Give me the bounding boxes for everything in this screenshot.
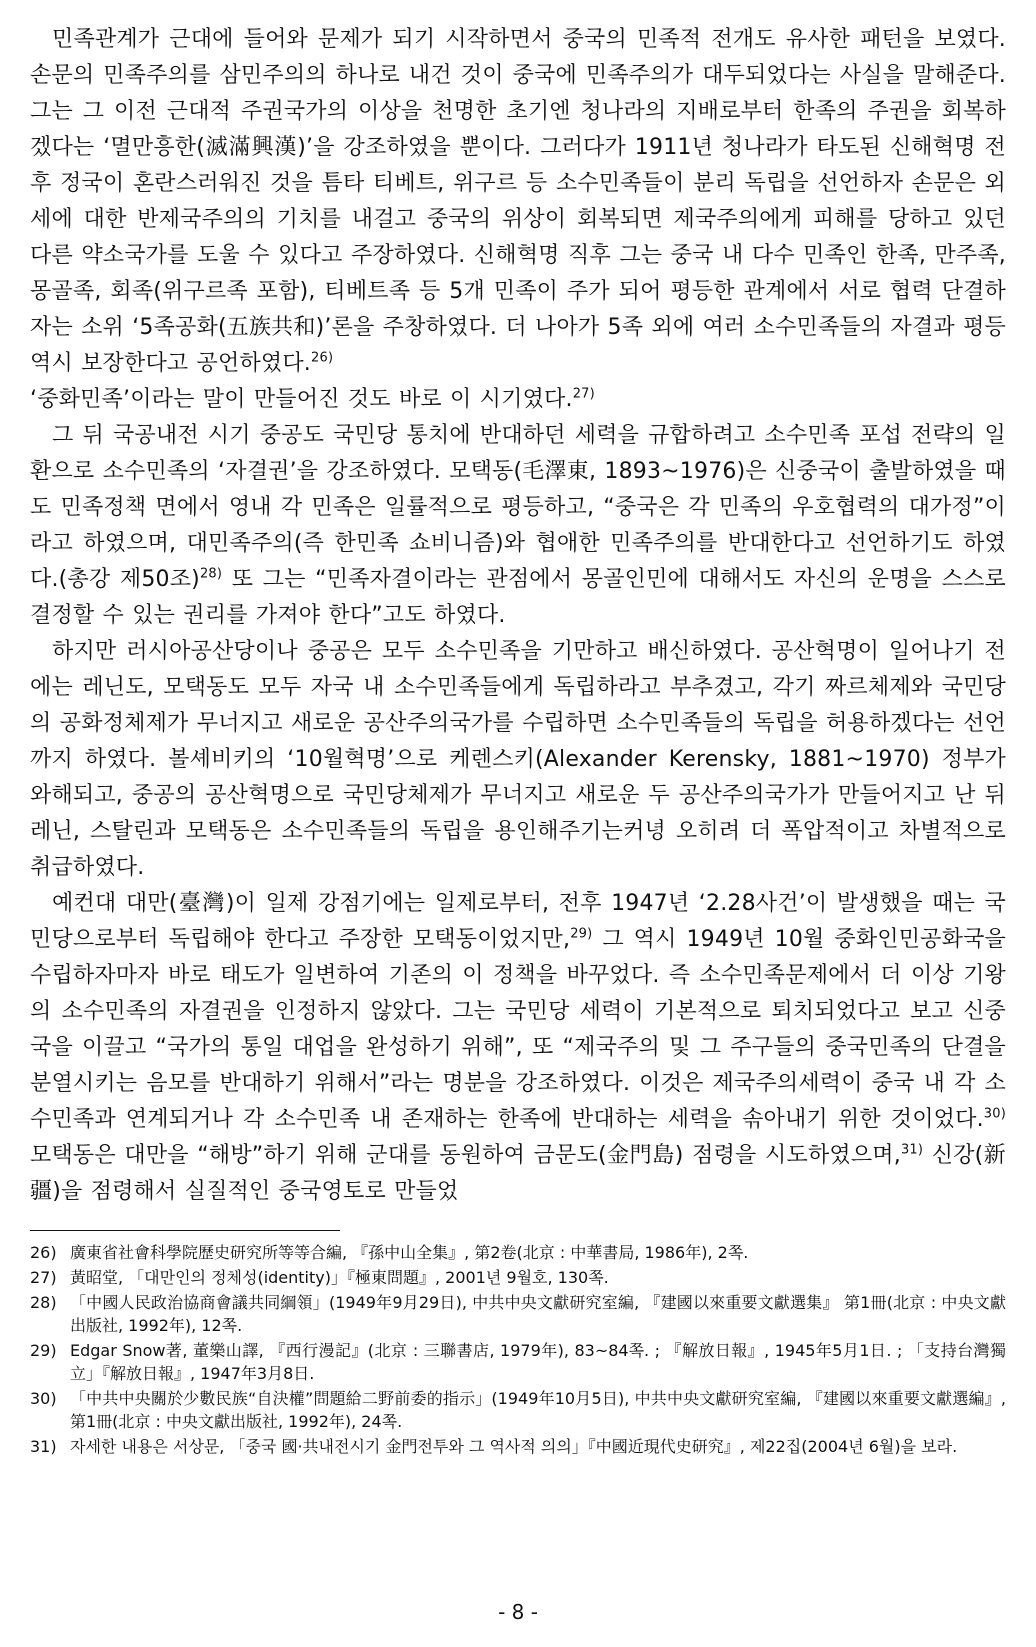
paragraph-2b-text: 또 그는 “민족자결이라는 관점에서 몽골인민에 대해서도 자신의 운명을 스스로 결정할 수 있는 권리를 가져야 한다”고도 하였다.	[30, 567, 1006, 628]
footnote-29	[30, 1339, 1006, 1385]
footnote-number: 26)	[30, 1243, 57, 1262]
footnote-number: 31)	[30, 1437, 57, 1456]
footnotes	[30, 1241, 1006, 1458]
footnote-text: 자세한 내용은 서상문, 「중국 國·共내전시기 金門전투와 그 역사적 의의」『中國近現代史研究』, 제22집(2004년 6월)을 보라.	[70, 1437, 958, 1456]
paragraph-1-text: 민족관계가 근대에 들어와 문제가 되기 시작하면서 중국의 민족적 전개도 유사한 패턴을 보였다. 손문의 민족주의를 삼민주의의 하나로 내건 것이 중국에 민족주의가 대두되었다는 사실을 말해준다. 그는 그 이전 근대적 주권국가의 이상을 천명한 초기엔 청나라의 지배로부터 한족의 주권을 회복하겠다는 ‘멸만흥한(滅滿興漢)’을 강조하였을 뿐이다. 그러다가 1911년 청나라가 타도된 신해혁명 전후 정국이 혼란스러워진 것을 틈타 티베트, 위구르 등 소수민족들이 분리 독립을 선언하자 손문은 외세에 대한 반제국주의의 기치를 내걸고 중국의 위상이 회복되면 제국주의에게 피해를 당하고 있던 다른 약소국가를 도울 수 있다고 주장하였다. 신해혁명 직후 그는 중국 내 다수 민족인 한족, 만주족, 몽골족, 회족(위구르족 포함), 티베트족 등 5개 민족이 주가 되어 평등한 관계에서 서로 협력 단결하자는 소위 ‘5족공화(五族共和)’론을 주창하였다. 더 나아가 5족 외에 여러 소수민족들의 자결과 평등 역시 보장한다고 공언하였다.	[30, 27, 1006, 376]
footnote-26	[30, 1241, 1006, 1264]
footnote-divider	[30, 1230, 340, 1231]
footnote-text: 「中國人民政治協商會議共同綱領」(1949年9月29日), 中共中央文獻研究室編, 『建國以來重要文獻選集』 第1冊(北京 : 中央文獻出版社, 1992年), 12쪽.	[70, 1293, 1006, 1335]
footnote-text: 「中共中央關於少數民族“自決權”問題給二野前委的指示」(1949年10月5日), 中共中央文獻研究室編, 『建國以來重要文獻選編』, 第1冊(北京 : 中央文獻出版社, 1992年), 24쪽.	[70, 1389, 1006, 1431]
footnote-text: 黃昭堂, 「대만인의 정체성(identity)」『極東問題』, 2001년 9월호, 130쪽.	[70, 1268, 609, 1287]
footnote-ref-30[interactable]: 30)	[983, 1106, 1006, 1122]
footnote-28	[30, 1291, 1006, 1337]
paragraph-4a-text: 예컨대 대만(臺灣)이 일제 강점기에는 일제로부터, 전후 1947년 ‘2.28사건’이 발생했을 때는 국민당으로부터 독립해야 한다고 주장한 모택동이었지만,	[30, 891, 1006, 952]
footnote-31	[30, 1435, 1006, 1458]
paragraph-4c-text: 모택동은 대만을 “해방”하기 위해 군대를 동원하여 금문도(金門島) 점령을 시도하였으며,	[30, 1143, 901, 1168]
footnote-30	[30, 1387, 1006, 1433]
page-content	[30, 22, 1006, 1460]
paragraph-2a-text: 그 뒤 국공내전 시기 중공도 국민당 통치에 반대하던 세력을 규합하려고 소수민족 포섭 전략의 일환으로 소수민족의 ‘자결권’을 강조하였다. 모택동(毛澤東, 1893~1976)은 신중국이 출발하였을 때도 민족정책 면에서 영내 각 민족은 일률적으로 평등하고, “중국은 각 민족의 우호협력의 대가정”이라고 하였으며, 대민족주의(즉 한민족 쇼비니즘)와 협애한 민족주의를 반대한다고 선언하기도 하였다.(총강 제50조)	[30, 423, 1006, 592]
paragraph-1b-text: ‘중화민족’이라는 말이 만들어진 것도 바로 이 시기였다.	[30, 387, 573, 412]
footnote-ref-29[interactable]: 29)	[570, 926, 593, 942]
paragraph-1	[30, 22, 1006, 382]
page-number: - 8 -	[498, 1600, 538, 1624]
footnote-number: 30)	[30, 1389, 57, 1408]
footnote-ref-28[interactable]: 28)	[199, 566, 223, 582]
footnote-number: 27)	[30, 1268, 57, 1287]
footnote-ref-27[interactable]: 27)	[572, 386, 595, 402]
footnote-ref-26[interactable]: 26)	[311, 350, 334, 366]
paragraph-2	[30, 418, 1006, 634]
footnote-text: Edgar Snow著, 董樂山譯, 『西行漫記』(北京 : 三聯書店, 1979年), 83~84쪽. ; 『解放日報』, 1945年5月1日. ; 「支持台灣獨立」『解放日報』, 1947年3月8日.	[70, 1341, 1006, 1383]
footnote-27	[30, 1266, 1006, 1289]
footnote-number: 29)	[30, 1341, 57, 1360]
paragraph-3-text: 하지만 러시아공산당이나 중공은 모두 소수민족을 기만하고 배신하였다. 공산혁명이 일어나기 전에는 레닌도, 모택동도 모두 자국 내 소수민족들에게 독립하라고 부추겼고, 각기 짜르체제와 국민당의 공화정체제가 무너지고 새로운 공산주의국가를 수립하면 소수민족들의 독립을 허용하겠다는 선언까지 하였다. 볼셰비키의 ‘10월혁명’으로 케렌스키(Alexander Kerensky, 1881~1970) 정부가 와해되고, 중공의 공산혁명으로 국민당체제가 무너지고 새로운 두 공산주의국가가 만들어지고 난 뒤 레닌, 스탈린과 모택동은 소수민족들의 독립을 용인해주기는커녕 오히려 더 폭압적이고 차별적으로 취급하였다.	[30, 639, 1006, 880]
footnote-number: 28)	[30, 1293, 57, 1312]
paragraph-4d-text: 신강(新疆)을 점령해서 실질적인 중국영토로 만들었	[30, 1143, 1006, 1204]
paragraph-1b	[30, 382, 1006, 418]
paragraph-4	[30, 886, 1006, 1210]
paragraph-3	[30, 634, 1006, 886]
footnote-text: 廣東省社會科學院歷史研究所等等合編, 『孫中山全集』, 第2卷(北京 : 中華書局, 1986年), 2쪽.	[70, 1243, 749, 1262]
footnote-ref-31[interactable]: 31)	[900, 1142, 924, 1158]
paragraph-4b-text: 그 역시 1949년 10월 중화인민공화국을 수립하자마자 바로 태도가 일변하여 기존의 이 정책을 바꾸었다. 즉 소수민족문제에서 더 이상 기왕의 소수민족의 자결권을 인정하지 않았다. 그는 국민당 세력이 기본적으로 퇴치되었다고 보고 신중국을 이끌고 “국가의 통일 대업을 완성하기 위해”, 또 “제국주의 및 그 주구들의 중국민족의 단결을 분열시키는 음모를 반대하기 위해서”라는 명분을 강조하였다. 이것은 제국주의세력이 중국 내 각 소수민족과 연계되거나 각 소수민족 내 존재하는 한족에 반대하는 세력을 솎아내기 위한 것이었다.	[30, 927, 1006, 1132]
